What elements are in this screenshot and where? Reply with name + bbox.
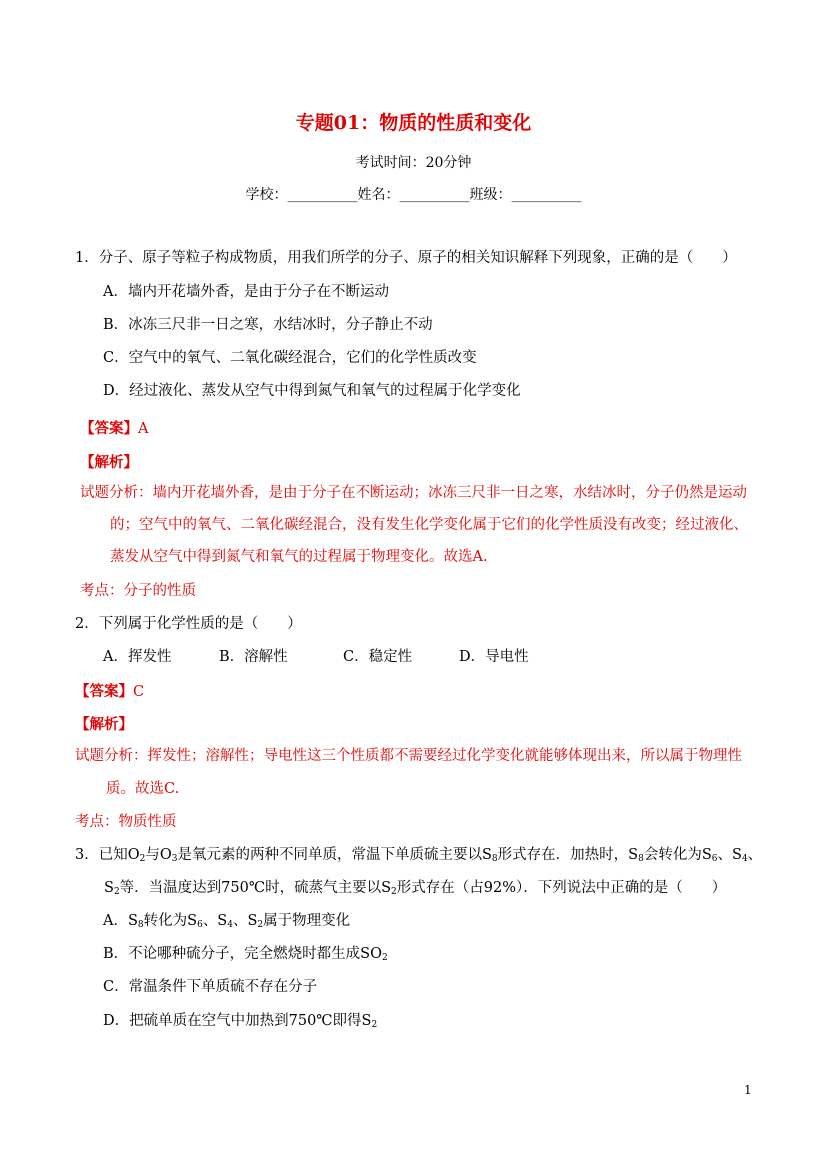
question-3-option-c: C．常温条件下单质硫不存在分子 xyxy=(103,979,318,995)
subscript: 2 xyxy=(113,887,120,897)
question-1-analysis-tag: 【解析】 xyxy=(80,454,138,471)
question-3-option-d xyxy=(103,1011,377,1031)
answer-tag: 【答案】 xyxy=(80,420,138,437)
question-2-answer xyxy=(75,680,144,701)
question-2-option-a: A．挥发性 xyxy=(103,649,172,665)
text: 、 xyxy=(747,847,763,863)
question-1-kaodian: 考点：分子的性质 xyxy=(80,583,196,599)
text: 、S xyxy=(717,847,742,863)
question-2-option-c: C．稳定性 xyxy=(343,649,413,665)
question-3-stem-line-1 xyxy=(75,845,762,865)
question-1-analysis-line: 的；空气中的氧气、二氧化碳经混合，没有发生化学变化属于它们的化学性质没有改变；经过液化、 xyxy=(110,517,748,533)
text: 是氧元素的两种不同单质，常温下单质硫主要以S xyxy=(177,847,492,863)
question-2-option-d: D．导电性 xyxy=(459,649,529,665)
text: 与O xyxy=(145,847,172,863)
exam-time: 考试时间：20分钟 xyxy=(355,155,472,171)
class-label: 班级： xyxy=(469,187,512,203)
question-2-stem: 2．下列属于化学性质的是（ ） xyxy=(75,616,302,632)
text: 形式存在（占92%）．下列说法中正确的是（ ） xyxy=(396,880,727,896)
subscript: 2 xyxy=(391,887,397,897)
question-3-stem-line-2 xyxy=(104,878,726,898)
text: D．把硫单质在空气中加热到750℃即得S xyxy=(103,1013,372,1029)
subscript: 6 xyxy=(711,854,718,864)
subscript: 8 xyxy=(137,920,144,930)
subscript: 4 xyxy=(741,854,748,864)
text: 会转化为S xyxy=(643,847,712,863)
question-1-option-d: D．经过液化、蒸发从空气中得到氮气和氧气的过程属于化学变化 xyxy=(103,383,521,399)
question-3-option-b xyxy=(103,944,388,964)
text: A．S xyxy=(103,913,138,929)
answer-value: C xyxy=(133,684,145,700)
text: 形式存在．加热时，S xyxy=(497,847,639,863)
question-2-analysis-line: 质。故选C. xyxy=(106,781,180,797)
question-1-stem: 1．分子、原子等粒子构成物质，用我们所学的分子、原子的相关知识解释下列现象，正确的是（ ） xyxy=(75,250,737,266)
student-info-line xyxy=(0,184,827,204)
subscript: 3 xyxy=(171,854,178,864)
question-2-analysis-tag: 【解析】 xyxy=(75,716,133,733)
answer-tag: 【答案】 xyxy=(75,683,133,700)
subscript: 4 xyxy=(227,920,233,930)
text: B．不论哪种硫分子，完全燃烧时都生成SO xyxy=(103,946,382,962)
subscript: 2 xyxy=(381,953,388,963)
subscript: 2 xyxy=(371,1020,378,1030)
name-label: 姓名： xyxy=(357,187,400,203)
page-title: 专题01：物质的性质和变化 xyxy=(295,112,532,134)
text: 属于物理变化 xyxy=(263,913,351,929)
answer-value: A xyxy=(138,421,149,437)
class-blank: __________ xyxy=(511,187,582,203)
question-1-answer xyxy=(80,417,148,438)
subscript: 8 xyxy=(491,854,498,864)
text: 转化为S xyxy=(143,913,198,929)
text: 、S xyxy=(202,913,228,929)
text: 3．已知O xyxy=(75,847,140,863)
text: 、S xyxy=(232,913,258,929)
question-1-option-a: A．墙内开花墙外香，是由于分子在不断运动 xyxy=(103,284,389,300)
question-2-kaodian: 考点：物质性质 xyxy=(75,814,177,830)
question-3-option-a xyxy=(103,911,350,931)
subscript: 2 xyxy=(257,920,264,930)
text: S xyxy=(104,880,114,896)
page-number: 1 xyxy=(744,1083,752,1097)
question-2-analysis-line: 试题分析：挥发性；溶解性；导电性这三个性质都不需要经过化学变化就能够体现出来，所以属于物理性 xyxy=(75,748,742,764)
question-2-option-b: B．溶解性 xyxy=(219,649,288,665)
text: 等．当温度达到750℃时，硫蒸气主要以S xyxy=(119,880,392,896)
subscript: 8 xyxy=(638,854,644,864)
subscript: 6 xyxy=(197,920,203,930)
question-1-option-c: C．空气中的氧气、二氧化碳经混合，它们的化学性质改变 xyxy=(103,350,477,366)
subscript: 2 xyxy=(139,854,146,864)
name-blank: __________ xyxy=(399,187,470,203)
question-1-analysis-line: 试题分析：墙内开花墙外香，是由于分子在不断运动；冰冻三尺非一日之寒，水结冰时，分子仍然是运动 xyxy=(80,485,747,501)
question-1-analysis-line: 蒸发从空气中得到氮气和氧气的过程属于物理变化。故选A. xyxy=(110,549,488,565)
school-blank: __________ xyxy=(287,187,358,203)
question-1-option-b: B．冰冻三尺非一日之寒，水结冰时，分子静止不动 xyxy=(103,317,433,333)
school-label: 学校： xyxy=(245,187,288,203)
